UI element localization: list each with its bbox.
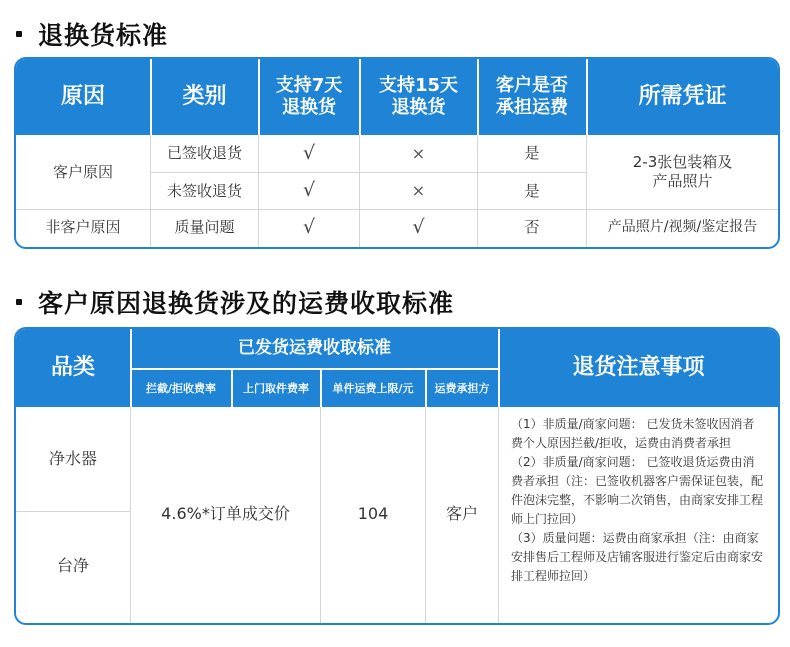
cell-category: 未签收退货 [166,181,242,200]
bullet-icon [16,31,22,37]
cell-rate: 4.6%*订单成交价 [161,504,290,523]
cell-category-water-purifier: 净水器 [48,449,97,468]
header-7day: 支持7天 退换货 [259,59,359,135]
header-category: 类别 [151,59,258,135]
note-item: （3）质量问题：运费由商家承担（注：由商家安排售后工程师及店铺客服进行鉴定后由商家安排工程师拉回） [511,531,764,583]
header-reason: 原因 [16,59,150,135]
check-icon: √ [302,215,316,238]
check-icon: √ [302,141,316,164]
cell-reason-noncustomer: 非客户原因 [45,218,121,237]
subheader-intercept-rate: 拦截/拒收费率 [131,370,231,407]
cross-icon: × [411,143,426,163]
cell-payer: 客户 [445,504,478,523]
cross-icon: × [411,181,426,200]
cell-reason-customer: 客户原因 [52,162,113,181]
subheader-pickup-rate: 上门取件费率 [232,370,320,407]
cell-category: 质量问题 [174,218,235,237]
cell-category-desktop-purifier: 台净 [56,556,89,575]
header-proof: 所需凭证 [587,59,778,135]
shipping-fee-table [14,327,780,625]
section-title-text: 客户原因退换货涉及的运费收取标准 [38,289,455,318]
section-title-return-standard [16,16,168,52]
cell-proof-customer: 2-3张包装箱及 产品照片 [632,153,733,190]
cell-fee: 否 [524,218,540,237]
header-15day: 支持15天 退换货 [360,59,477,135]
header-shipping-fee: 客户是否 承担运费 [478,59,586,135]
return-standard-table [14,57,780,249]
header-category: 品类 [16,329,130,407]
bullet-icon [16,299,22,305]
cell-fee: 是 [524,181,540,200]
section-title-shipping-fee [16,284,454,320]
cell-fee: 是 [524,144,540,163]
cell-category: 已签收退货 [166,144,242,163]
note-item: （2）非质量/商家问题： 已签收退货运费由消费者承担（注：已签收机器客户需保证包装，配件泡沫完整，不影响二次销售，由商家安排工程师上门拉回） [511,455,764,526]
cell-proof-noncustomer: 产品照片/视频/鉴定报告 [607,218,758,235]
return-notes [499,409,774,619]
header-notes: 退货注意事项 [499,329,778,407]
cell-cap: 104 [357,504,389,523]
header-shipped-fee-standard: 已发货运费收取标准 [131,329,498,369]
subheader-payer: 运费承担方 [426,370,498,407]
check-icon: √ [412,215,425,238]
note-item: （1）非质量/商家问题： 已发货未签收因消者费个人原因拦截/拒收，运费由消费者承担 [511,417,755,450]
section-title-text: 退换货标准 [38,21,169,50]
check-icon: √ [302,179,316,202]
subheader-cap: 单件运费上限/元 [321,370,425,407]
